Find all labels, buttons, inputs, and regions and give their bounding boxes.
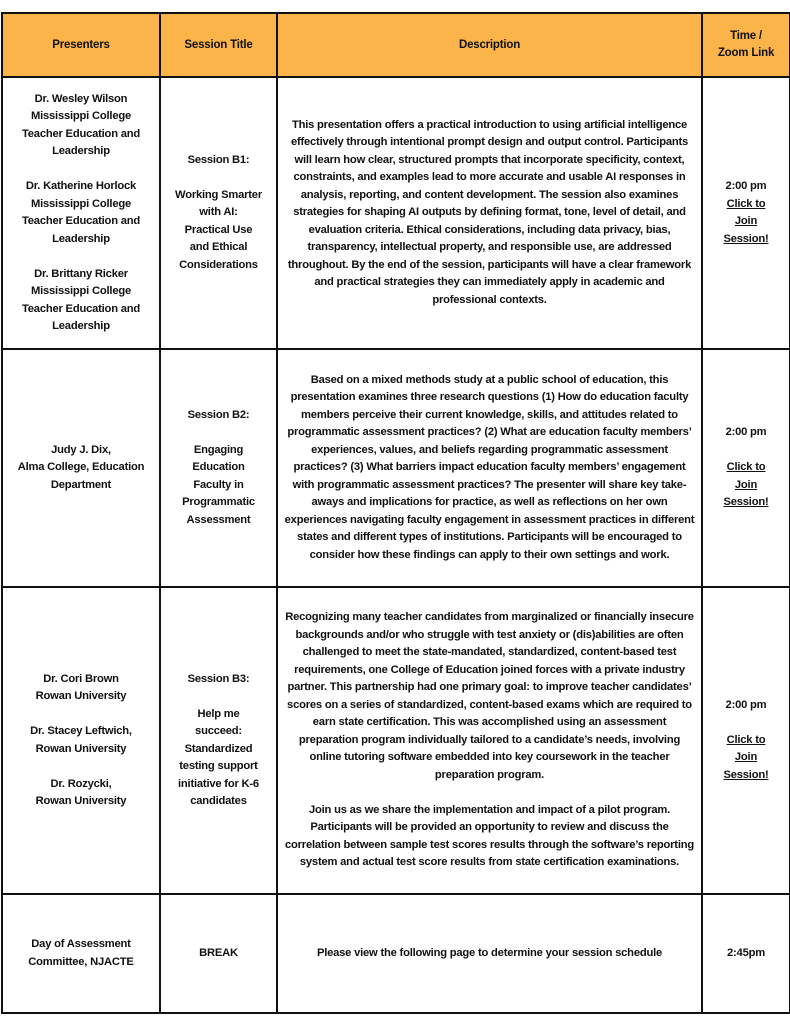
header-time-line2: Zoom Link — [717, 47, 775, 59]
table-row-break — [2, 894, 790, 1013]
session-title-line: Programmatic — [182, 496, 255, 509]
table-header-row — [2, 13, 790, 77]
presenters-cell — [2, 349, 160, 587]
session-label: Session B3: — [187, 672, 250, 685]
header-time-zoom-link — [702, 13, 790, 77]
join-link-line: Join — [734, 215, 758, 227]
session-title-line: Working Smarter — [175, 188, 262, 201]
description-cell — [277, 587, 702, 894]
session-title-line: Faculty in — [193, 478, 244, 491]
presenters-cell — [2, 894, 160, 1013]
table-row-session-b1 — [2, 77, 790, 349]
presenter-affiliation: Leadership — [52, 320, 110, 332]
description-text: This presentation offers a practical introduction to using artificial intelligence effectively through intentional prompt design and output control. Participants will learn how clear, structured prompts that incorporate specificity, context, constraints, and examples lead to more accurate and usable AI responses in analysis, reporting, and content development. The session also examines strategies for shaping AI outputs by defining format, tone, level of detail, and evaluation criteria. Ethical considerations, including data privacy, bias, transparency, intellectual property, and responsible use, are addressed throughout. By the end of the session, participants will have a clear framework and practical strategies they can immediately apply in academic and professional contexts. — [287, 118, 692, 306]
join-link-line: Click to — [726, 197, 766, 210]
presenter-name: Dr. Wesley Wilson — [34, 92, 128, 105]
header-session-title: Session Title — [160, 13, 277, 77]
presenters-cell — [2, 587, 160, 894]
session-label: BREAK — [199, 946, 238, 959]
description-cell — [277, 77, 702, 349]
presenter-affiliation: Teacher Education and — [21, 302, 141, 315]
session-title-line: succeed: — [195, 725, 242, 737]
presenter-affiliation: Teacher Education and — [21, 215, 141, 227]
join-link-line: Click to — [726, 733, 766, 746]
session-label: Session B2: — [187, 408, 250, 421]
session-title-line: Standardized — [184, 742, 253, 755]
presenter-affiliation: Leadership — [52, 145, 110, 157]
description-cell — [277, 894, 702, 1013]
time-link-cell — [702, 894, 790, 1013]
session-title-line: initiative for K-6 — [178, 777, 259, 790]
presenter-name: Dr. Cori Brown — [43, 672, 119, 685]
header-description: Description — [277, 13, 702, 77]
presenter-name: Dr. Brittany Ricker — [34, 267, 128, 280]
session-title-cell — [160, 894, 277, 1013]
join-link-line: Session! — [723, 768, 769, 781]
join-link-line: Session! — [723, 496, 769, 509]
presenter-affiliation: Department — [50, 478, 112, 491]
session-title-line: Education — [192, 461, 245, 474]
session-label: Session B1: — [187, 153, 250, 166]
session-title-line: Help me — [197, 707, 240, 720]
session-title-line: candidates — [190, 795, 247, 807]
description-text: Recognizing many teacher candidates from marginalized or financially insecure backgrounds and/or who struggle with test anxiety or (dis)abilities are often challenged to meet the state-mandated, standardized, content-based test requirements, one College of Education joined forces with a private industry partner. This partnership had one primary goal: to improve teacher candidates’ scores on a series of standardized, content-based exams which are required to earn state certification. This was accomplished using an assessment preparation program individually tailored to a candidate’s needs, involving online tutoring software embedded into key coursework in the teacher preparation program. — [285, 611, 694, 781]
presenter-affiliation: Mississippi College — [30, 285, 132, 297]
presenter-affiliation: Leadership — [52, 232, 110, 245]
presenter-affiliation: Rowan University — [35, 690, 127, 702]
header-presenters: Presenters — [2, 13, 160, 77]
session-time: 2:00 pm — [725, 426, 767, 439]
presenter-affiliation: Mississippi College — [30, 197, 132, 210]
session-title-line: Practical Use — [184, 223, 253, 236]
presenter-affiliation: Teacher Education and — [21, 127, 141, 140]
session-title-cell — [160, 77, 277, 349]
session-title-line: with AI: — [199, 206, 238, 219]
session-title-line: and Ethical — [189, 241, 248, 254]
session-title-line: testing support — [179, 760, 258, 772]
time-link-cell — [702, 77, 790, 349]
session-time: 2:00 pm — [725, 698, 767, 711]
time-link-cell — [702, 587, 790, 894]
presenter-name: Dr. Stacey Leftwich, — [30, 725, 132, 737]
presenter-name: Day of Assessment — [31, 938, 131, 950]
presenter-affiliation: Mississippi College — [30, 110, 132, 122]
presenter-affiliation: Rowan University — [35, 742, 127, 755]
session-time: 2:45pm — [727, 946, 765, 959]
join-session-link[interactable] — [723, 459, 768, 512]
join-session-link[interactable] — [723, 196, 768, 249]
table-row-session-b3 — [2, 587, 790, 894]
description-text: Please view the following page to determine your session schedule — [316, 946, 663, 959]
join-link-line: Join — [734, 751, 758, 764]
description-cell — [277, 349, 702, 587]
join-link-line: Click to — [726, 461, 766, 474]
session-title-cell — [160, 587, 277, 894]
session-time: 2:00 pm — [725, 180, 767, 192]
presenters-cell — [2, 77, 160, 349]
description-text: Based on a mixed methods study at a public school of education, this presentation examines three research questions (1) How do education faculty members perceive their current knowledge, skills, and attitudes related to programmatic assessment practices? (2) What are education faculty members’ experiences, values, and beliefs regarding programmatic assessment practices? (3) What barriers impact education faculty members’ engagement with programmatic assessment practices? The presenter will share key take-aways and implications for practice, as well as reflections on her own experiences navigating faculty engagement in assessment practices in different states and different types of institutions. Participants will be encouraged to consider how these findings can apply to their own settings and work. — [284, 373, 695, 561]
presenter-name: Dr. Katherine Horlock — [25, 180, 137, 192]
presenter-affiliation: Committee, NJACTE — [28, 955, 134, 968]
session-title-line: Engaging — [193, 443, 244, 456]
session-title-cell — [160, 349, 277, 587]
presenter-affiliation: Alma College, Education — [17, 461, 145, 474]
header-time-line1: Time / — [730, 30, 762, 42]
presenter-name: Judy J. Dix, — [51, 443, 111, 456]
join-link-line: Join — [734, 478, 758, 491]
time-link-cell — [702, 349, 790, 587]
presenter-name: Dr. Rozycki, — [50, 777, 112, 790]
session-schedule-table — [1, 12, 790, 1014]
join-session-link[interactable] — [723, 732, 768, 785]
description-text: Join us as we share the implementation and impact of a pilot program. Participants will be provided an opportunity to review and discuss the correlation between sample test scores results through the software’s reporting system and actual test score results from state certification examinations. — [284, 803, 694, 869]
session-title-line: Assessment — [186, 513, 251, 526]
join-link-line: Session! — [723, 232, 769, 245]
presenter-affiliation: Rowan University — [35, 795, 127, 807]
session-title-line: Considerations — [179, 258, 258, 271]
table-row-session-b2 — [2, 349, 790, 587]
